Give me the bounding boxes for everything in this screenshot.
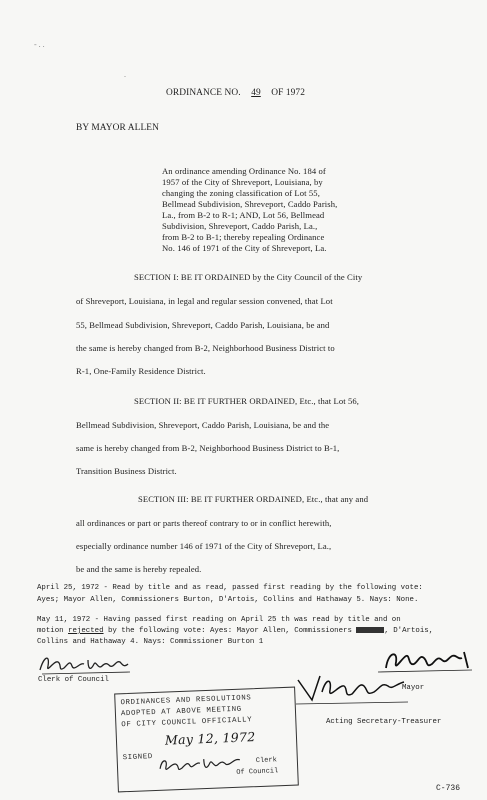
- synopsis-line: Bellmead Subdivision, Shreveport, Caddo Parish,: [162, 199, 338, 209]
- secretary-signature: [292, 670, 412, 712]
- synopsis-line: 1957 of the City of Shreveport, Louisiana, by: [162, 177, 323, 187]
- ordinance-title: [166, 88, 305, 98]
- stamp-line: ORDINANCES AND RESOLUTIONS: [120, 694, 252, 708]
- section-line: be and the same is hereby repealed.: [76, 564, 202, 574]
- section-line: especially ordinance number 146 of 1971 of the City of Shreveport, La.,: [76, 541, 332, 551]
- section-line: SECTION I: BE IT ORDAINED by the City Council of the City: [134, 272, 363, 282]
- section-line: SECTION II: BE IT FURTHER ORDAINED, Etc., that Lot 56,: [134, 396, 360, 406]
- mayor-label: Mayor: [402, 684, 425, 692]
- vote-line: April 25, 1972 - Read by title and as read, passed first reading by the following vote:: [37, 584, 423, 592]
- stamp-clerk-signature: [156, 751, 249, 777]
- stamp-date: May 12, 1972: [164, 729, 256, 748]
- vote-text: , D'Artois,: [384, 627, 434, 635]
- synopsis-line: changing the zoning classification of Lot 55,: [162, 188, 320, 198]
- synopsis-line: An ordinance amending Ordinance No. 184 of: [162, 166, 326, 176]
- vote-line: May 11, 1972 - Having passed first reading on April 25 th was read by title and on: [37, 616, 401, 624]
- vote-line: Ayes; Mayor Allen, Commissioners Burton, D'Artois, Collins and Hathaway 5. Nays: None.: [37, 596, 419, 604]
- section-line: 55, Bellmead Subdivision, Shreveport, Caddo Parish, Louisiana, be and: [76, 320, 330, 330]
- stamp-signed-label: SIGNED: [122, 753, 154, 763]
- scan-mark: .: [124, 70, 126, 79]
- section-line: R-1, One-Family Residence District.: [76, 366, 206, 376]
- vote-text: motion: [37, 627, 69, 635]
- section-line: Transition Business District.: [76, 466, 177, 476]
- vote-text: by the following vote: Ayes: Mayor Allen, Commissioners: [103, 627, 357, 635]
- section-line: Bellmead Subdivision, Shreveport, Caddo Parish, Louisiana, be and the: [76, 420, 330, 430]
- vote-line: [37, 627, 433, 635]
- adoption-stamp: [114, 687, 299, 793]
- clerk-signature: [36, 652, 136, 678]
- by-line: BY MAYOR ALLEN: [76, 123, 160, 133]
- scan-mark: - . .: [34, 40, 45, 49]
- synopsis-line: from B-2 to B-1; thereby repealing Ordinance: [162, 232, 325, 242]
- section-line: of Shreveport, Louisiana, in legal and regular session convened, that Lot: [76, 296, 333, 306]
- section-line: SECTION III: BE IT FURTHER ORDAINED, Etc., that any and: [138, 494, 369, 504]
- rejected-word: rejected: [68, 627, 104, 635]
- stamp-of-council-label: Of Council: [236, 767, 279, 777]
- synopsis-line: La., from B-2 to R-1; AND, Lot 56, Bellmead: [162, 210, 325, 220]
- clerk-label: Clerk of Council: [38, 676, 109, 684]
- ordinance-number: 49: [251, 88, 261, 98]
- stamp-line: ADOPTED AT ABOVE MEETING: [120, 705, 242, 719]
- title-prefix: ORDINANCE NO.: [166, 88, 241, 98]
- stamp-line: OF CITY COUNCIL OFFICIALLY: [121, 716, 253, 730]
- synopsis-line: No. 146 of 1971 of the City of Shreveport, La.: [162, 243, 327, 253]
- secretary-label: Acting Secretary-Treasurer: [326, 718, 442, 726]
- redacted-name: [356, 627, 384, 633]
- title-suffix: OF 1972: [271, 88, 305, 98]
- vote-line: Collins and Hathaway 4. Nays: Commissioner Burton 1: [37, 638, 264, 646]
- section-line: all ordinances or part or parts thereof contrary to or in conflict herewith,: [76, 518, 332, 528]
- page-code: C-736: [436, 784, 461, 793]
- synopsis-line: Subdivision, Shreveport, Caddo Parish, La.,: [162, 221, 318, 231]
- section-line: the same is hereby changed from B-2, Neighborhood Business District to: [76, 343, 335, 353]
- stamp-clerk-label: Clerk: [255, 756, 278, 766]
- section-line: same is hereby changed from B-2, Neighborhood Business District to B-1,: [76, 443, 340, 453]
